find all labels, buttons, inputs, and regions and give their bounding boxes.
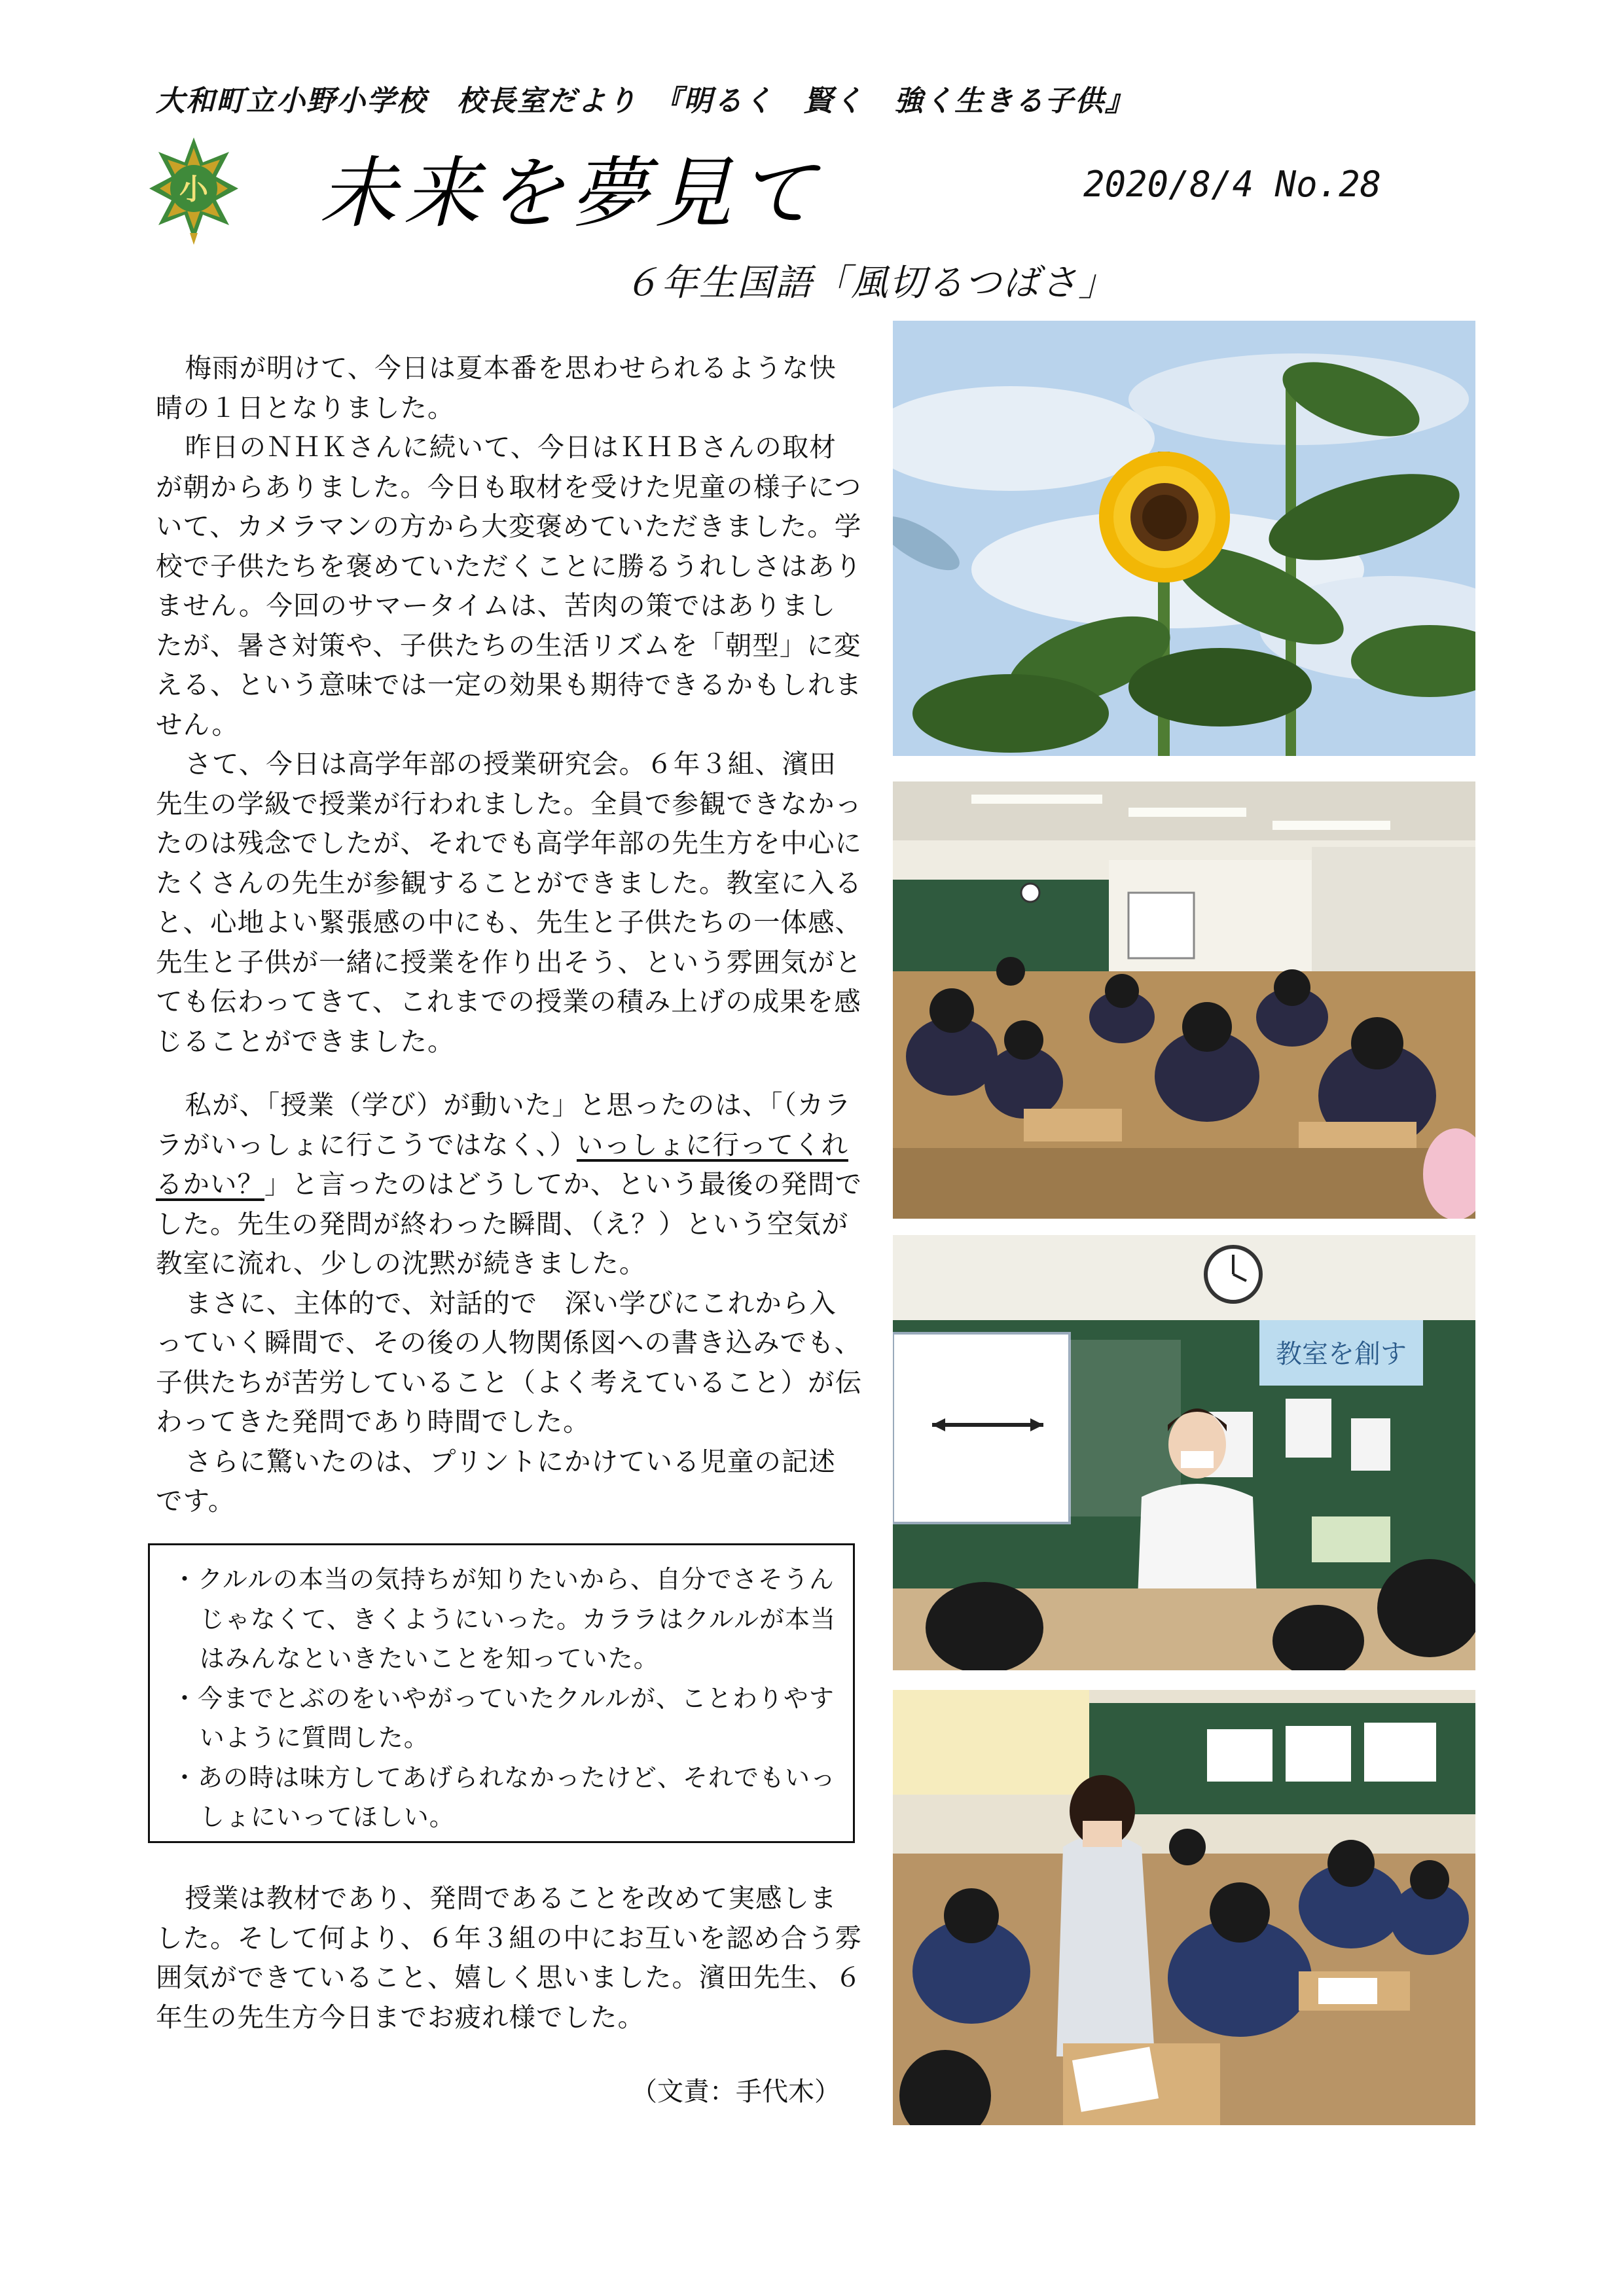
student-quote: ・あの時は味方してあげられなかったけど、それでもいっしょにいってほしい。 (172, 1763, 837, 1831)
newsletter-title: 未来を夢見て (319, 148, 823, 238)
school-emblem-icon (148, 136, 240, 246)
board-sign-text: 教室を創す (1276, 1339, 1407, 1369)
article-body-middle (156, 1085, 863, 1521)
paragraph-lesson-study: さて、今日は高学年部の授業研究会。６年３組、濱田先生の学級で授業が行われました。全員で参観できなかったのは残念でしたが、それでも高学年部の先生方を中心にたくさんの先生が参観することができました。教室に入ると、心地よい緊張感の中にも、先生と子供たちの一体感、先生と子供が一緒に授業を作り出そう、という雰囲気がとても伝わってきて、これまでの授業の積み上げの成果を感じることができました。 (156, 748, 862, 1057)
author-signature: （文責：手代木） (631, 2077, 840, 2107)
student-quote: ・今までとぶのをいやがっていたクルルが、ことわりやすいように質問した。 (172, 1683, 835, 1752)
article-body-bottom (156, 1878, 863, 2037)
school-emblem-logo (148, 136, 240, 246)
paragraph-news-coverage: 昨日のＮＨＫさんに続いて、今日はＫＨＢさんの取材が朝からありました。今日も取材を受けた児童の様子について、カメラマンの方から大変褒めていただきました。学校で子供たちを褒めていただくことに勝るうれしさはありません。今回のサマータイムは、苦肉の策ではありましたが、暑さ対策や、子供たちの生活リズムを「朝型」に変える、という意味では一定の効果も期待できるかもしれません。 (156, 431, 862, 740)
student-quotes-box (148, 1543, 855, 1843)
article-subtitle: ６年生国語「風切るつばさ」 (623, 262, 1117, 304)
paragraph-key-question: 私が、「授業（学び）が動いた」と思ったのは、「（カララがいっしょに行こうではなく、）いっしょに行ってくれるかい？」と言ったのはどうしてか、という最後の発問でした。先生の発問が終わった瞬間、（え？）という空気が教室に流れ、少しの沈黙が続きました。 (156, 1089, 862, 1279)
underlined-question: いっしょに行ってくれるかい？ (156, 1128, 848, 1200)
student-quote: ・クルルの本当の気持ちが知りたいから、自分でさそうんじゃなくて、きくようにいった。カララはクルルが本当はみんなといきたいことを知っていた。 (172, 1565, 836, 1673)
teacher-at-board-photo (893, 1235, 1475, 1670)
emblem-char: 小 (179, 173, 208, 206)
classroom-photo-back (893, 781, 1475, 1219)
paragraph-student-writing: さらに驚いたのは、プリントにかけている児童の記述です。 (156, 1445, 836, 1516)
students-writing-photo (893, 1690, 1475, 2125)
article-body-top (156, 348, 863, 1061)
sunflower-photo (893, 321, 1475, 756)
issue-date-number: 2020/8/4 No.28 (1083, 164, 1382, 205)
paragraph-closing: 授業は教材であり、発問であることを改めて実感しました。そして何より、６年３組の中にお互いを認め合う雰囲気ができていること、嬉しく思いました。濱田先生、６年生の先生方今日までお疲れ様でした。 (156, 1882, 862, 2033)
school-motto-line: 大和町立小野小学校 校長室だより 『明るく 賢く 強く生きる子供』 (156, 84, 1135, 118)
paragraph-deep-learning: まさに、主体的で、対話的で 深い学びにこれから入っていく瞬間で、その後の人物関係図への書き込みでも、子供たちが苦労していること（よく考えていること）が伝わってきた発問であり時間でした。 (156, 1287, 862, 1437)
paragraph-weather: 梅雨が明けて、今日は夏本番を思わせられるような快晴の１日となりました。 (156, 352, 837, 423)
